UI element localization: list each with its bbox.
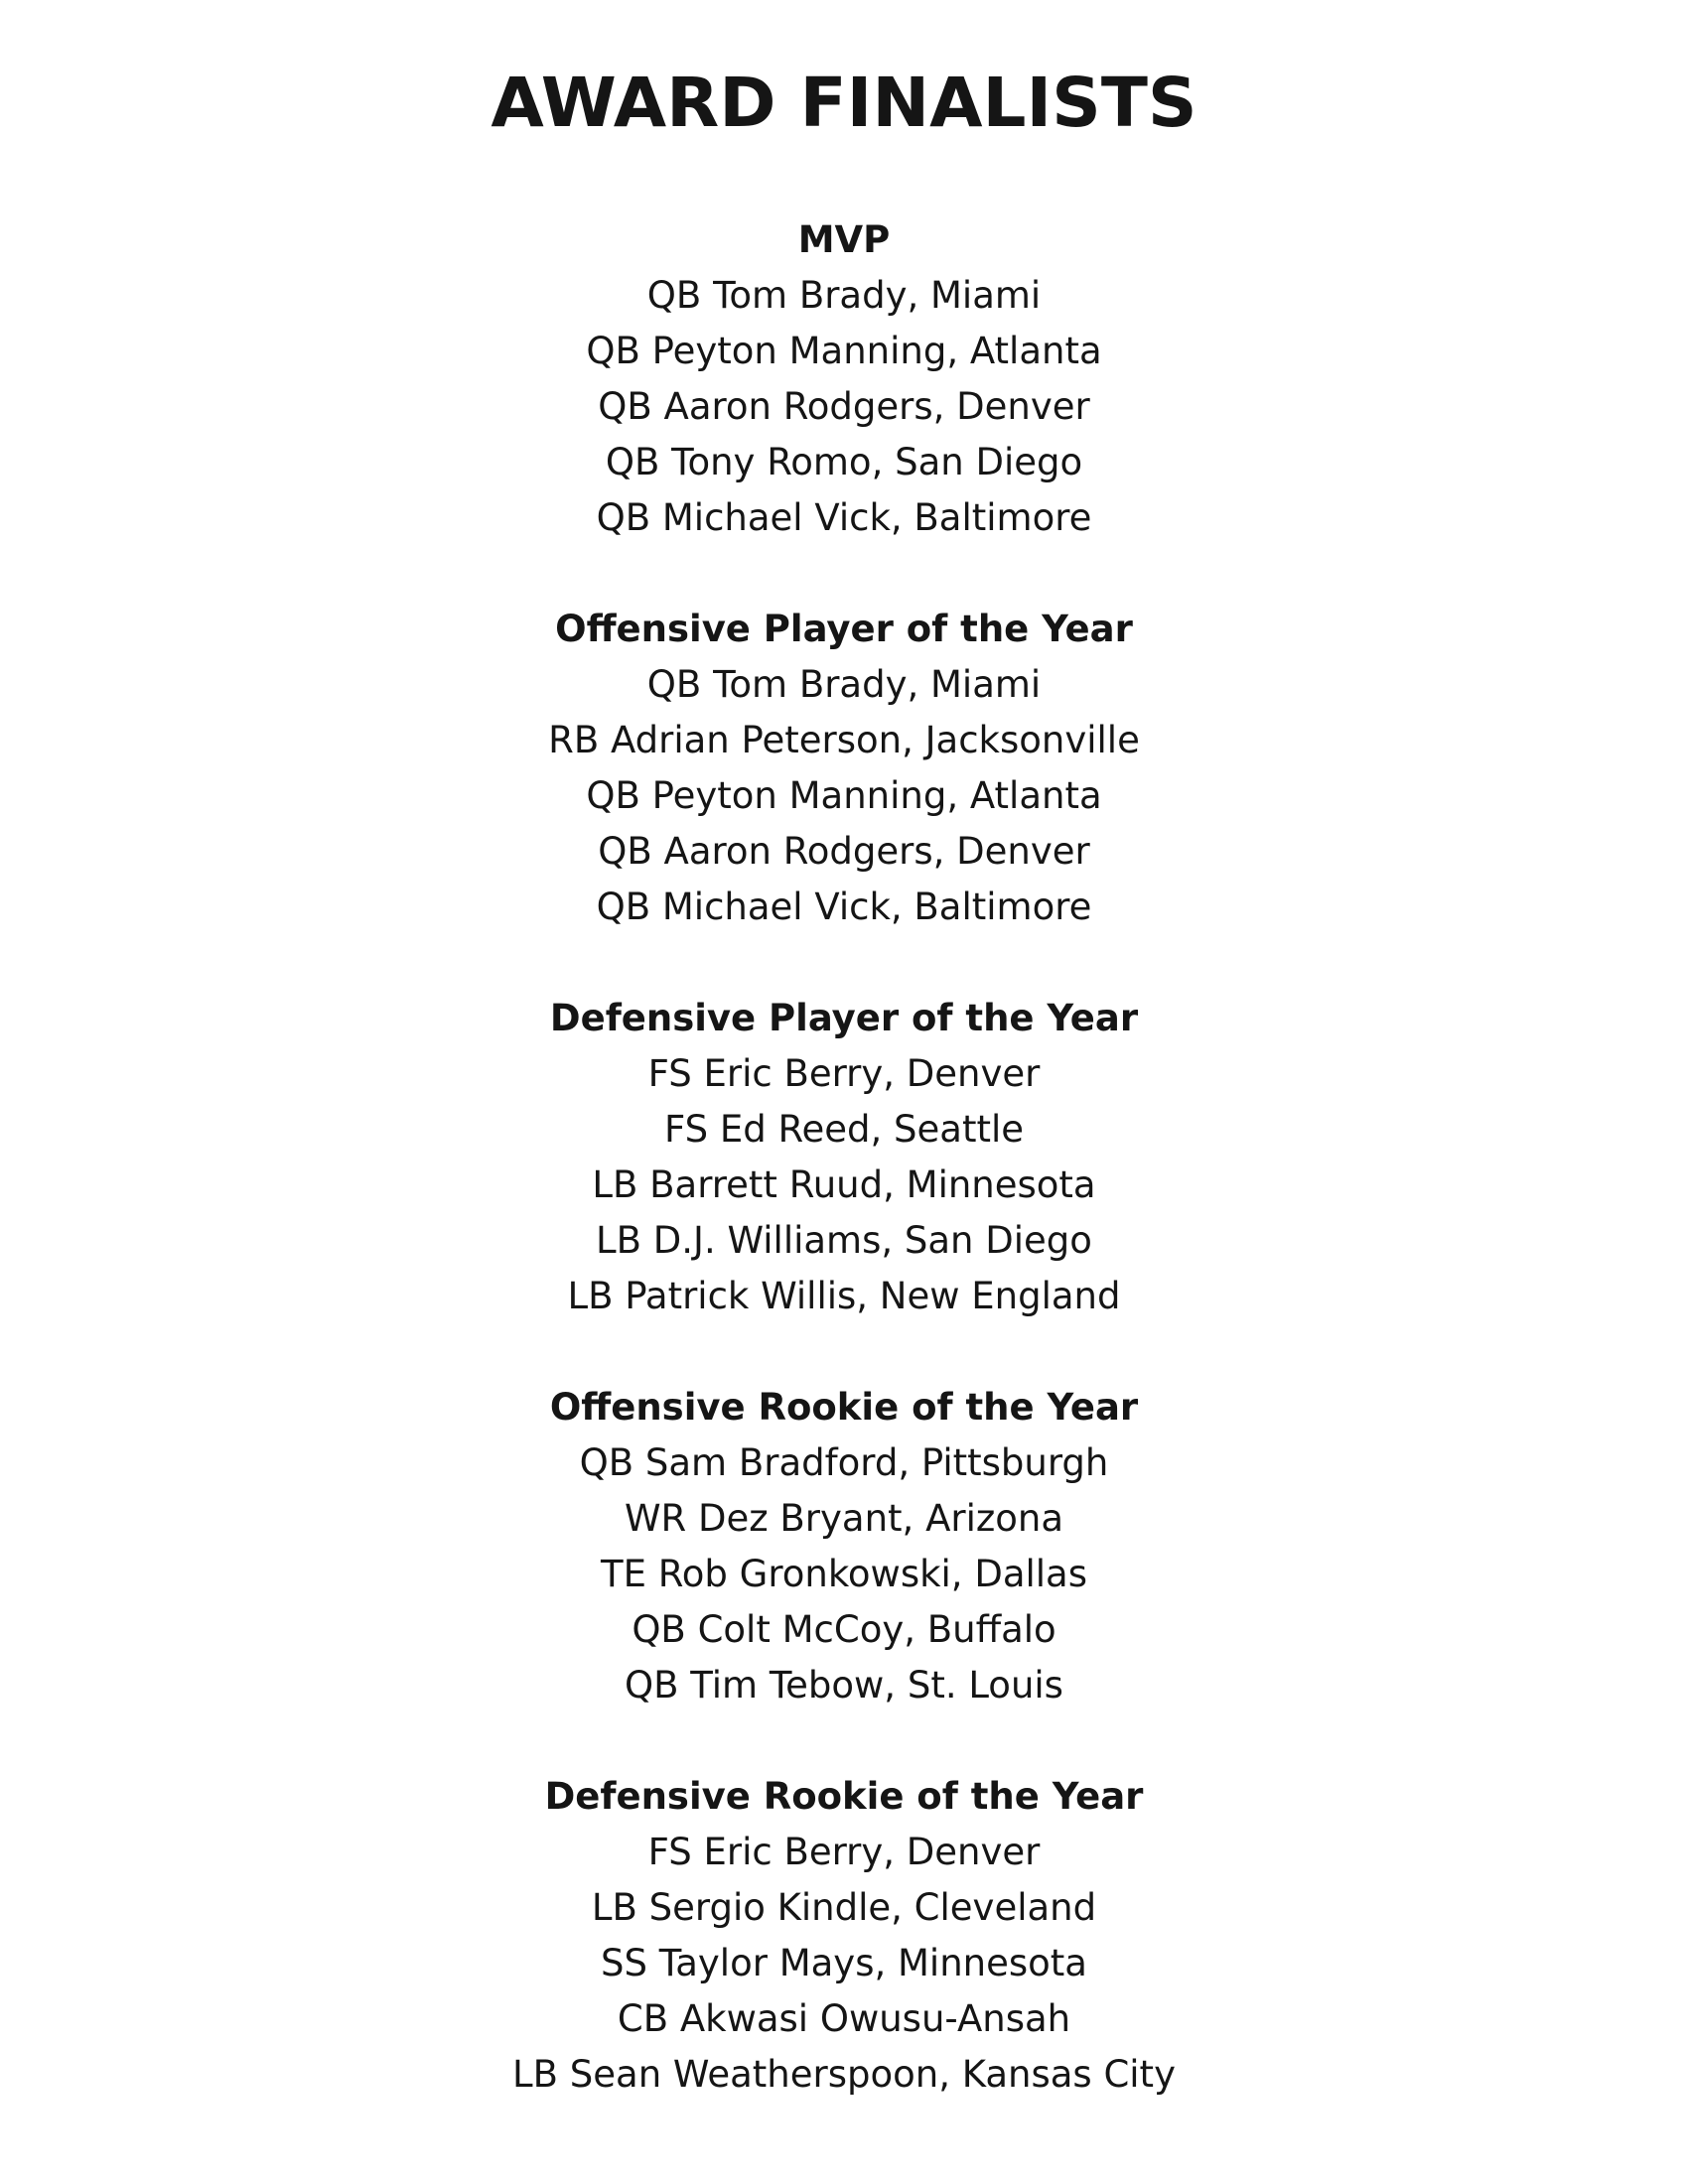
document-title: AWARD FINALISTS [491, 64, 1197, 143]
finalist-list [0, 1825, 1688, 2103]
award-section-defensive-player [0, 991, 1688, 1324]
finalist-list [0, 657, 1688, 935]
finalist-item: CB Akwasi Owusu-Ansah [617, 1997, 1071, 2040]
finalist-item: QB Colt McCoy, Buffalo [632, 1608, 1056, 1651]
finalist-item: LB Sergio Kindle, Cleveland [591, 1886, 1097, 1929]
finalist-item: FS Eric Berry, Denver [647, 1831, 1041, 1873]
finalist-item: QB Tom Brady, Miami [646, 663, 1042, 706]
awards-list [0, 212, 1688, 2158]
finalist-item: QB Peyton Manning, Atlanta [586, 330, 1102, 372]
award-section-defensive-rookie [0, 1769, 1688, 2103]
finalist-list [0, 1046, 1688, 1324]
finalist-item: FS Ed Reed, Seattle [663, 1108, 1025, 1151]
finalist-item: QB Michael Vick, Baltimore [596, 496, 1092, 539]
finalist-item: QB Peyton Manning, Atlanta [586, 774, 1102, 817]
award-heading: Defensive Player of the Year [549, 997, 1139, 1039]
finalist-item: TE Rob Gronkowski, Dallas [600, 1553, 1087, 1595]
finalist-item: FS Eric Berry, Denver [647, 1052, 1041, 1095]
finalist-item: QB Aaron Rodgers, Denver [598, 385, 1090, 428]
finalist-item: QB Michael Vick, Baltimore [596, 886, 1092, 928]
award-heading: Defensive Rookie of the Year [544, 1775, 1144, 1818]
finalist-item: QB Tim Tebow, St. Louis [625, 1664, 1063, 1706]
award-section-offensive-rookie [0, 1380, 1688, 1713]
finalist-item: WR Dez Bryant, Arizona [624, 1497, 1064, 1540]
finalist-item: QB Sam Bradford, Pittsburgh [579, 1441, 1109, 1484]
finalist-item: LB D.J. Williams, San Diego [596, 1219, 1092, 1262]
award-section-offensive-player [0, 602, 1688, 935]
finalist-item: QB Aaron Rodgers, Denver [598, 830, 1090, 873]
finalist-list [0, 1435, 1688, 1713]
award-heading: MVP [797, 218, 891, 261]
award-section-mvp [0, 212, 1688, 546]
finalist-item: RB Adrian Peterson, Jacksonville [548, 719, 1140, 761]
finalist-item: LB Barrett Ruud, Minnesota [592, 1163, 1096, 1206]
finalist-item: LB Patrick Willis, New England [567, 1275, 1121, 1317]
award-heading: Offensive Player of the Year [555, 608, 1133, 650]
finalist-item: SS Taylor Mays, Minnesota [601, 1942, 1087, 1984]
finalist-item: QB Tom Brady, Miami [646, 274, 1042, 317]
award-heading: Offensive Rookie of the Year [549, 1386, 1139, 1429]
finalist-list [0, 268, 1688, 546]
finalist-item: LB Sean Weatherspoon, Kansas City [512, 2053, 1176, 2096]
finalist-item: QB Tony Romo, San Diego [605, 441, 1083, 483]
